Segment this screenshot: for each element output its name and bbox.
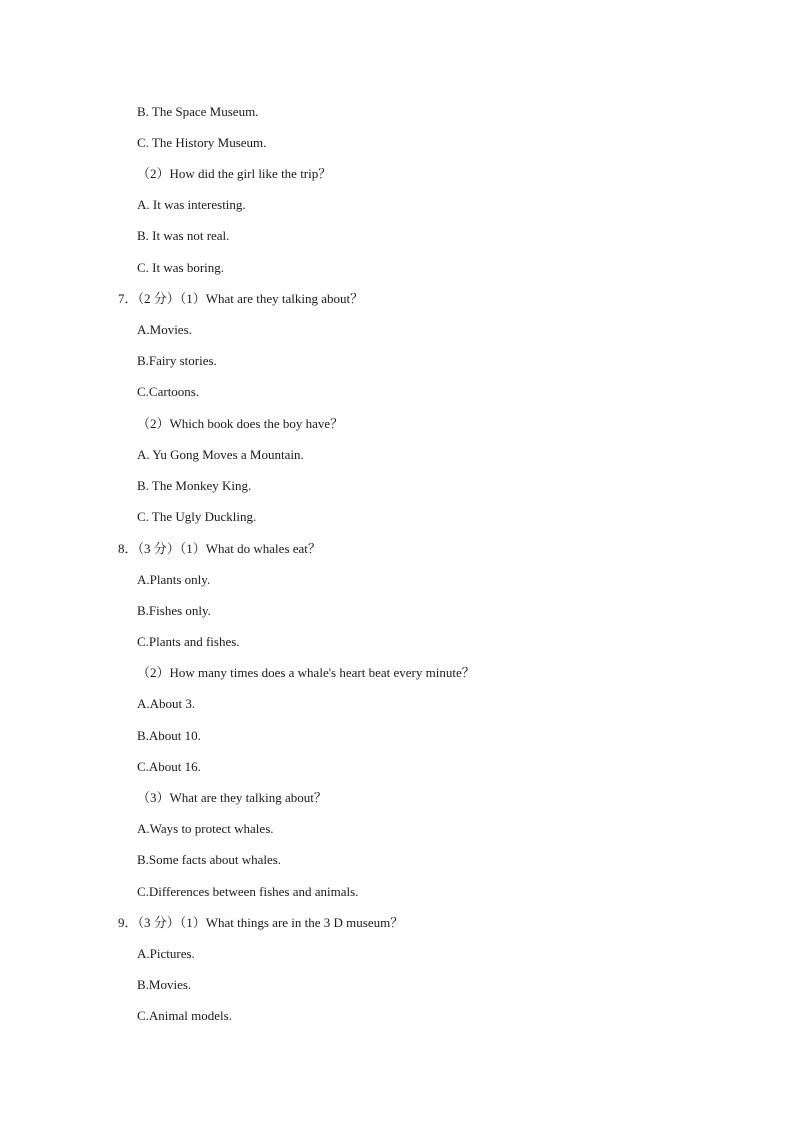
option-facts-whales: B.Some facts about whales. [137,852,282,867]
q7-sub-question-2: （2）Which book does the boy have？ [137,416,344,431]
q8-sub-question-3: （3）What are they talking about？ [137,790,327,805]
option-yu-gong: A. Yu Gong Moves a Mountain. [137,447,304,462]
option-boring: C. It was boring. [137,260,225,275]
option-movies: A.Movies. [137,322,192,337]
question-9: 9．（3 分）（1）What things are in the 3 D museum？ [118,915,404,930]
option-animal-models: C.Animal models. [137,1008,232,1023]
option-about-16: C.About 16. [137,759,201,774]
option-plants-and-fishes: C.Plants and fishes. [137,634,240,649]
option-about-3: A.About 3. [137,696,196,711]
option-pictures: A.Pictures. [137,946,195,961]
option-protect-whales: A.Ways to protect whales. [137,821,274,836]
option-movies-2: B.Movies. [137,977,192,992]
option-fairy-stories: B.Fairy stories. [137,353,217,368]
option-not-real: B. It was not real. [137,228,230,243]
option-monkey-king: B. The Monkey King. [137,478,252,493]
option-interesting: A. It was interesting. [137,197,246,212]
question-7: 7．（2 分）（1）What are they talking about？ [118,291,364,306]
option-space-museum: B. The Space Museum. [137,104,259,119]
option-cartoons: C.Cartoons. [137,384,200,399]
q6-sub-question-2: （2）How did the girl like the trip？ [137,166,332,181]
q8-sub-question-2: （2）How many times does a whale's heart beat every minute？ [137,665,475,680]
option-ugly-duckling: C. The Ugly Duckling. [137,509,257,524]
option-history-museum: C. The History Museum. [137,135,267,150]
option-differences: C.Differences between fishes and animals. [137,884,359,899]
option-plants-only: A.Plants only. [137,572,211,587]
option-about-10: B.About 10. [137,728,201,743]
question-8: 8．（3 分）（1）What do whales eat？ [118,541,321,556]
option-fishes-only: B.Fishes only. [137,603,211,618]
